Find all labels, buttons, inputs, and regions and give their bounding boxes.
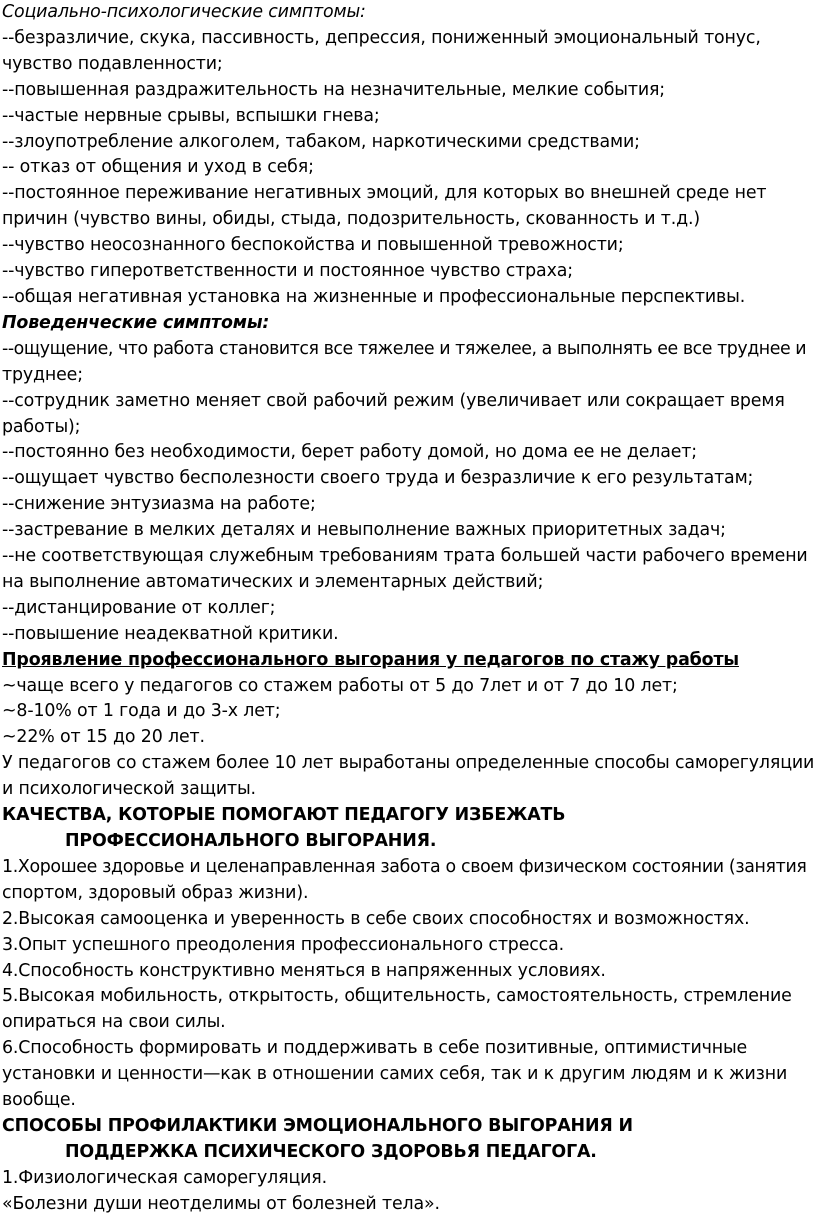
text-line: --чувство гиперответственности и постоянное чувство страха; [2,261,573,282]
qualities-section [2,803,814,1114]
text-line: ~8-10% от 1 года и до 3-х лет; [2,701,281,722]
prevention-section [2,1114,814,1218]
qualities-heading: КАЧЕСТВА, КОТОРЫЕ ПОМОГАЮТ ПЕДАГОГУ ИЗБЕЖАТЬ [2,805,566,826]
text-line: --снижение энтузиазма на работе; [2,494,316,515]
text-line: --злоупотребление алкоголем, табаком, наркотическими средствами; [2,131,640,152]
text-line: --постоянно без необходимости, берет работу домой, но дома ее не делает; [2,442,697,463]
text-line: --частые нервные срывы, вспышки гнева; [2,105,380,126]
text-line: чувство подавленности; [2,53,223,74]
text-line: --чувство неосознанного беспокойства и повышенной тревожности; [2,235,624,256]
text-line: --постоянное переживание негативных эмоций, для которых во внешней среде нет [2,183,767,204]
prevention-heading: СПОСОБЫ ПРОФИЛАКТИКИ ЭМОЦИОНАЛЬНОГО ВЫГОРАНИЯ И [2,1115,633,1136]
prevention-heading-cont: ПОДДЕРЖКА ПСИХИЧЕСКОГО ЗДОРОВЬЯ ПЕДАГОГА. [65,1141,597,1162]
behavioral-heading: Поведенческие симптомы: [2,312,270,333]
text-line: 4.Способность конструктивно меняться в напряженных условиях. [2,960,606,981]
text-line: вообще. [2,1090,76,1111]
text-line: 5.Высокая мобильность, открытость, общительность, самостоятельность, стремление [2,986,792,1007]
text-line: спортом, здоровый образ жизни). [2,882,309,903]
text-line: -- отказ от общения и уход в себя; [2,157,314,178]
text-line: 1.Физиологическая саморегуляция. [2,1167,327,1188]
text-line: ~чаще всего у педагогов со стажем работы от 5 до 7лет и от 7 до 10 лет; [2,675,678,696]
text-line: установки и ценности—как в отношении самих себя, так и к другим людям и к жизни [2,1064,788,1085]
text-line: 6.Способность формировать и поддерживать в себе позитивные, оптимистичные [2,1038,748,1059]
text-line: У педагогов со стажем более 10 лет выработаны определенные способы саморегуляции [2,753,815,774]
text-line: 2.Высокая самооценка и уверенность в себе своих способностях и возможностях. [2,908,750,929]
text-line: опираться на свои силы. [2,1012,226,1033]
text-line: --ощущение, что работа становится все тяжелее и тяжелее, а выполнять ее все труднее и [2,338,807,359]
burnout-experience-heading: Проявление профессионального выгорания у педагогов по стажу работы [2,649,739,670]
text-line: 1.Хорошее здоровье и целенаправленная забота о своем физическом состоянии (занятия [2,856,807,877]
document-page [2,0,814,1218]
text-line: --общая негативная установка на жизненные и профессиональные перспективы. [2,286,746,307]
text-line: на выполнение автоматических и элементарных действий; [2,571,544,592]
text-line: --безразличие, скука, пассивность, депрессия, пониженный эмоциональный тонус, [2,27,761,48]
text-line: --дистанцирование от коллег; [2,597,276,618]
qualities-heading-cont: ПРОФЕССИОНАЛЬНОГО ВЫГОРАНИЯ. [65,831,437,851]
text-line: труднее; [2,364,83,385]
social-psych-heading: Социально-психологические симптомы: [2,2,366,22]
text-line: причин (чувство вины, обиды, стыда, подозрительность, скованность и т.д.) [2,209,701,230]
text-line: ~22% от 15 до 20 лет. [2,727,205,748]
text-line: работы); [2,416,81,437]
behavioral-section [2,311,814,648]
text-line: и психологической защиты. [2,779,256,800]
text-line: --повышение неадекватной критики. [2,623,339,644]
text-line: --застревание в мелких деталях и невыполнение важных приоритетных задач; [2,520,726,541]
text-line: 3.Опыт успешного преодоления профессионального стресса. [2,934,564,955]
social-psych-section [2,0,814,311]
text-line: --ощущает чувство бесполезности своего труда и безразличие к его результатам; [2,468,754,489]
text-line: --повышенная раздражительность на незначительные, мелкие события; [2,79,665,100]
burnout-experience-section [2,648,814,803]
text-line: --сотрудник заметно меняет свой рабочий режим (увеличивает или сокращает время [2,390,785,411]
text-line: «Болезни души неотделимы от болезней тела». [2,1193,440,1214]
text-line: --не соответствующая служебным требованиям трата большей части рабочего времени [2,546,808,567]
